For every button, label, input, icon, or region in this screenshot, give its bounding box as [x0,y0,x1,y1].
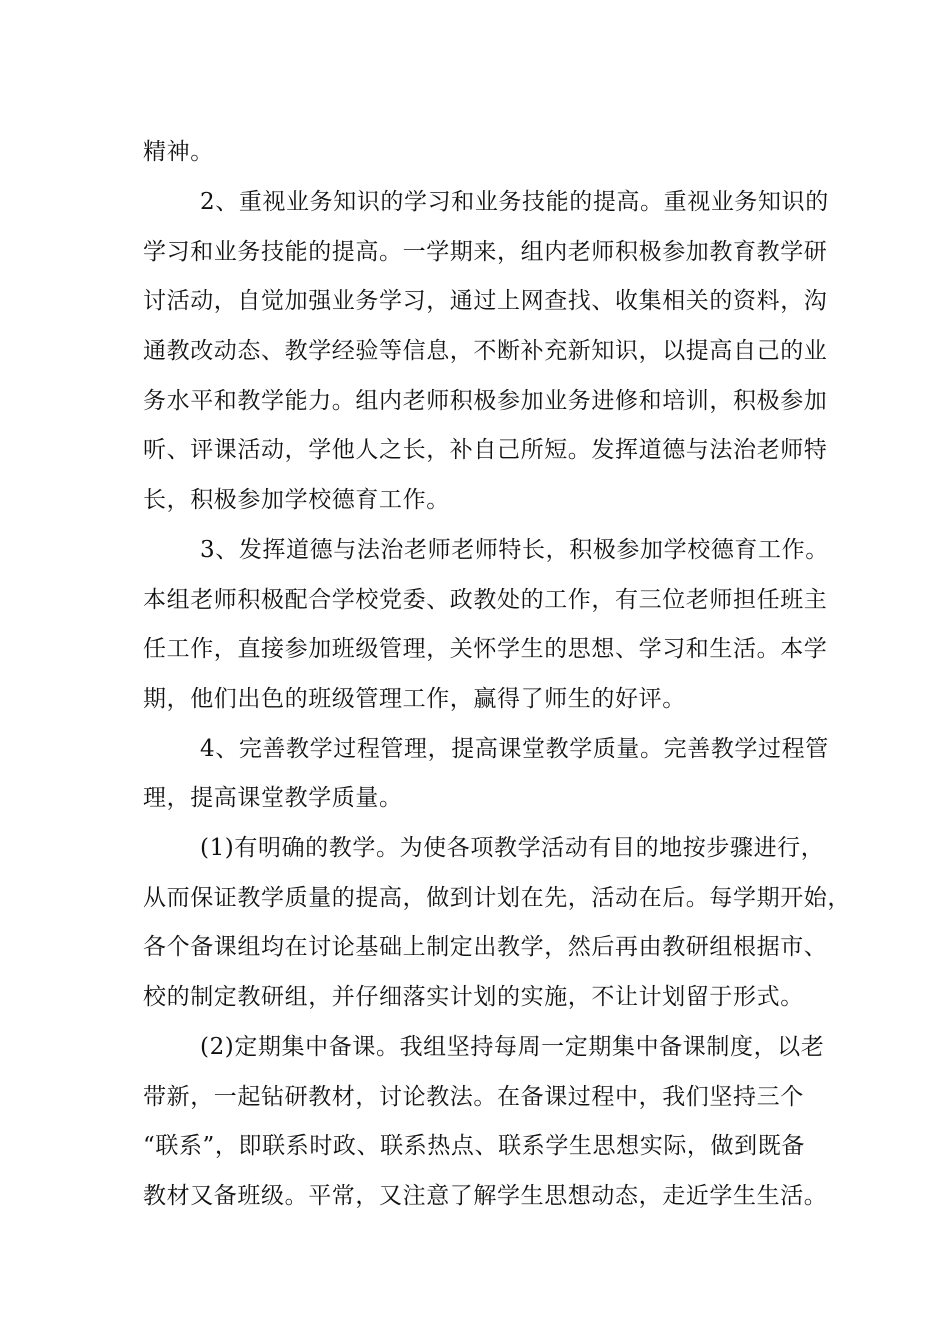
text-line: 3、发挥道德与法治老师老师特长，积极参加学校德育工作。 [200,537,829,563]
text-line: 务水平和教学能力。组内老师积极参加业务进修和培训，积极参加 [143,388,828,414]
text-line: 各个备课组均在讨论基础上制定出教学，然后再由教研组根据市、 [143,934,828,960]
text-line: 理，提高课堂教学质量。 [143,785,403,811]
text-line: 学习和业务技能的提高。一学期来，组内老师积极参加教育教学研 [143,239,828,265]
text-line: 带新，一起钻研教材，讨论教法。在备课过程中，我们坚持三个 [143,1084,804,1110]
text-line: 2、重视业务知识的学习和业务技能的提高。重视业务知识的 [200,189,829,215]
text-line: 听、评课活动，学他人之长，补自己所短。发挥道德与法治老师特 [143,437,828,463]
text-line: 长，积极参加学校德育工作。 [143,487,450,513]
text-line: 精神。 [143,139,214,165]
text-line: (2)定期集中备课。我组坚持每周一定期集中备课制度，以老 [200,1034,825,1060]
text-line: 通教改动态、教学经验等信息，不断补充新知识，以提高自己的业 [143,338,828,364]
text-line: 教材又备班级。平常，又注意了解学生思想动态，走近学生生活。 [143,1183,828,1209]
text-line: 本组老师积极配合学校党委、政教处的工作，有三位老师担任班主 [143,587,828,613]
text-line: (1)有明确的教学。为使各项教学活动有目的地按步骤进行， [200,835,825,861]
text-line: “联系”，即联系时政、联系热点、联系学生思想实际，做到既备 [143,1133,805,1159]
text-line: 4、完善教学过程管理，提高课堂教学质量。完善教学过程管 [200,736,829,762]
text-line: 期，他们出色的班级管理工作，赢得了师生的好评。 [143,686,686,712]
text-line: 任工作，直接参加班级管理，关怀学生的思想、学习和生活。本学 [143,636,828,662]
text-line: 校的制定教研组，并仔细落实计划的实施，不让计划留于形式。 [143,984,804,1010]
text-line: 讨活动，自觉加强业务学习，通过上网查找、收集相关的资料，沟 [143,288,828,314]
text-line: 从而保证教学质量的提高，做到计划在先，活动在后。每学期开始， [143,885,851,911]
